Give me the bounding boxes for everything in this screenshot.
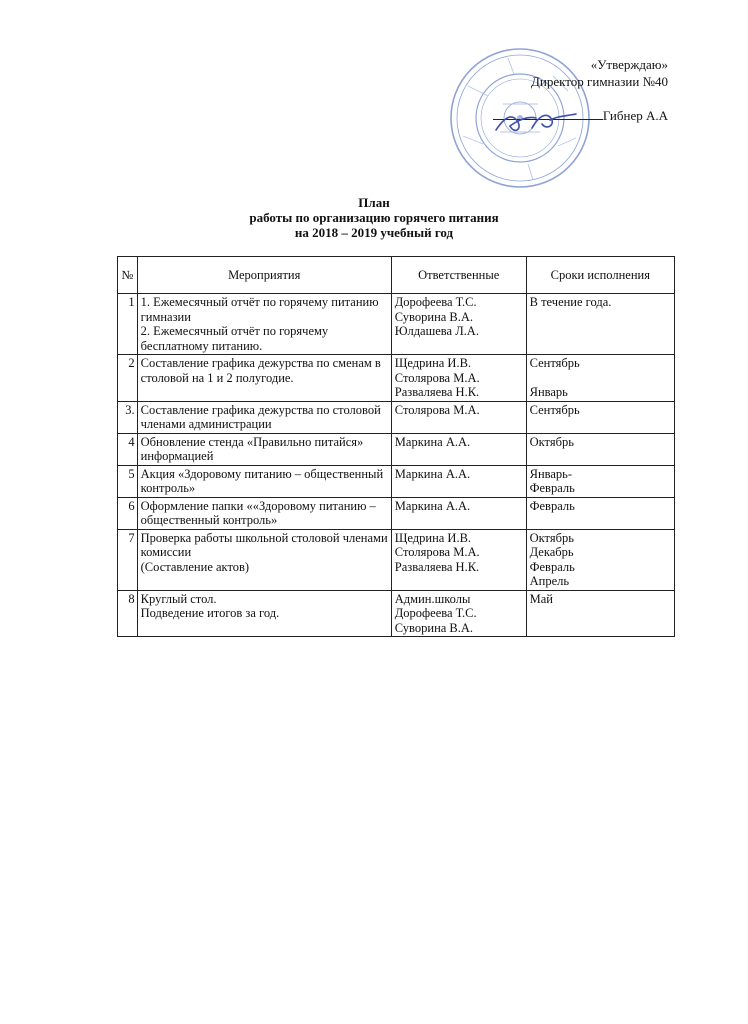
director-title: Директор гимназии №40 xyxy=(531,74,668,89)
row-responsible-line: Дорофеева Т.С. xyxy=(394,606,477,620)
row-deadline xyxy=(526,529,674,590)
table-row xyxy=(118,465,675,497)
table-row xyxy=(118,294,675,355)
row-deadline-line: Апрель xyxy=(529,574,570,588)
row-activity-line: Акция «Здоровому питанию – общественный контроль» xyxy=(140,466,384,495)
row-activity-line: Круглый стол. xyxy=(140,591,217,606)
row-activity xyxy=(137,401,391,433)
table-row xyxy=(118,529,675,590)
row-responsible-line: Маркина А.А. xyxy=(394,498,471,513)
row-deadline xyxy=(526,465,674,497)
table-row xyxy=(118,497,675,529)
header-activity: Мероприятия xyxy=(137,257,391,294)
row-responsible xyxy=(391,529,526,590)
document-title xyxy=(0,195,748,240)
row-deadline xyxy=(526,497,674,529)
table-row xyxy=(118,433,675,465)
row-deadline-line: Январь xyxy=(529,385,568,399)
row-activity xyxy=(137,433,391,465)
row-responsible xyxy=(391,465,526,497)
row-number: 3. xyxy=(118,401,138,433)
row-deadline-line: Февраль xyxy=(529,481,575,495)
row-responsible-line: Щедрина И.В. xyxy=(394,356,472,370)
row-responsible-line: Маркина А.А. xyxy=(394,466,471,481)
row-activity xyxy=(137,355,391,402)
row-activity xyxy=(137,294,391,355)
row-responsible-line: Юлдашева Л.А. xyxy=(394,324,479,338)
row-responsible xyxy=(391,355,526,402)
row-number: 7 xyxy=(118,529,138,590)
row-deadline-line: Октябрь xyxy=(529,530,574,545)
row-activity-line: Составление графика дежурства по сменам в столовой на 1 и 2 полугодие. xyxy=(140,356,381,385)
row-responsible xyxy=(391,433,526,465)
header-responsible: Ответственные xyxy=(391,257,526,294)
row-activity-line: Обновление стенда «Правильно питайся» информацией xyxy=(140,434,364,463)
row-deadline xyxy=(526,294,674,355)
row-number: 6 xyxy=(118,497,138,529)
header-deadline: Сроки исполнения xyxy=(526,257,674,294)
row-deadline xyxy=(526,355,674,402)
row-activity xyxy=(137,590,391,637)
row-deadline-line: В течение года. xyxy=(529,295,612,309)
row-responsible xyxy=(391,590,526,637)
row-activity-line: Проверка работы школьной столовой членами комиссии xyxy=(140,530,388,559)
row-responsible-line: Щедрина И.В. xyxy=(394,530,472,545)
row-responsible-line: Столярова М.А. xyxy=(394,402,480,417)
row-deadline-line: Январь- xyxy=(529,466,573,481)
row-activity-line: (Составление актов) xyxy=(140,559,250,574)
row-responsible-line: Суворина В.А. xyxy=(394,309,474,324)
row-activity-line: Оформление папки ««Здоровому питанию – общественный контроль» xyxy=(140,498,376,527)
signer-name: Гибнер А.А xyxy=(602,108,668,123)
table-row xyxy=(118,401,675,433)
row-deadline-line: Май xyxy=(529,591,553,606)
row-deadline xyxy=(526,433,674,465)
row-activity-line: Подведение итогов за год. xyxy=(140,606,280,620)
row-number: 1 xyxy=(118,294,138,355)
approval-label: «Утверждаю» xyxy=(590,57,668,72)
row-deadline-line: Февраль xyxy=(529,559,575,574)
row-activity xyxy=(137,497,391,529)
row-deadline-line: Февраль xyxy=(529,498,575,513)
row-number: 5 xyxy=(118,465,138,497)
row-activity-line: Составление графика дежурства по столовой членами администрации xyxy=(140,402,381,431)
row-responsible-line: Столярова М.А. xyxy=(394,370,480,385)
row-activity xyxy=(137,465,391,497)
row-deadline xyxy=(526,590,674,637)
plan-table-body xyxy=(118,294,675,637)
row-responsible-line: Разваляева Н.К. xyxy=(394,385,480,399)
row-deadline-line xyxy=(530,371,671,386)
table-row xyxy=(118,355,675,402)
row-number: 2 xyxy=(118,355,138,402)
row-responsible-line: Админ.школы xyxy=(394,591,471,606)
row-activity-line: 1. Ежемесячный отчёт по горячему питанию гимназии xyxy=(140,295,379,324)
row-responsible-line: Дорофеева Т.С. xyxy=(394,295,477,309)
row-responsible-line: Маркина А.А. xyxy=(394,434,471,449)
row-deadline-line: Сентябрь xyxy=(529,356,580,370)
row-responsible xyxy=(391,497,526,529)
row-deadline-line: Сентябрь xyxy=(529,402,580,417)
table-header-row xyxy=(118,257,675,294)
row-activity-line: 2. Ежемесячный отчёт по горячему бесплатному питанию. xyxy=(140,324,329,353)
header-num: № xyxy=(118,257,138,294)
row-responsible xyxy=(391,294,526,355)
row-number: 4 xyxy=(118,433,138,465)
row-number: 8 xyxy=(118,590,138,637)
row-deadline xyxy=(526,401,674,433)
row-responsible xyxy=(391,401,526,433)
row-responsible-line: Столярова М.А. xyxy=(394,545,480,559)
row-responsible-line: Разваляева Н.К. xyxy=(394,559,480,574)
row-activity xyxy=(137,529,391,590)
row-deadline-line: Декабрь xyxy=(529,545,574,559)
plan-table xyxy=(117,256,675,637)
row-deadline-line: Октябрь xyxy=(529,434,574,449)
title-line-1: План xyxy=(358,195,390,210)
handwritten-signature xyxy=(492,108,580,138)
title-line-3: на 2018 – 2019 учебный год xyxy=(294,225,454,240)
title-line-2: работы по организацию горячего питания xyxy=(249,210,499,225)
row-responsible-line: Суворина В.А. xyxy=(394,620,474,635)
table-row xyxy=(118,590,675,637)
